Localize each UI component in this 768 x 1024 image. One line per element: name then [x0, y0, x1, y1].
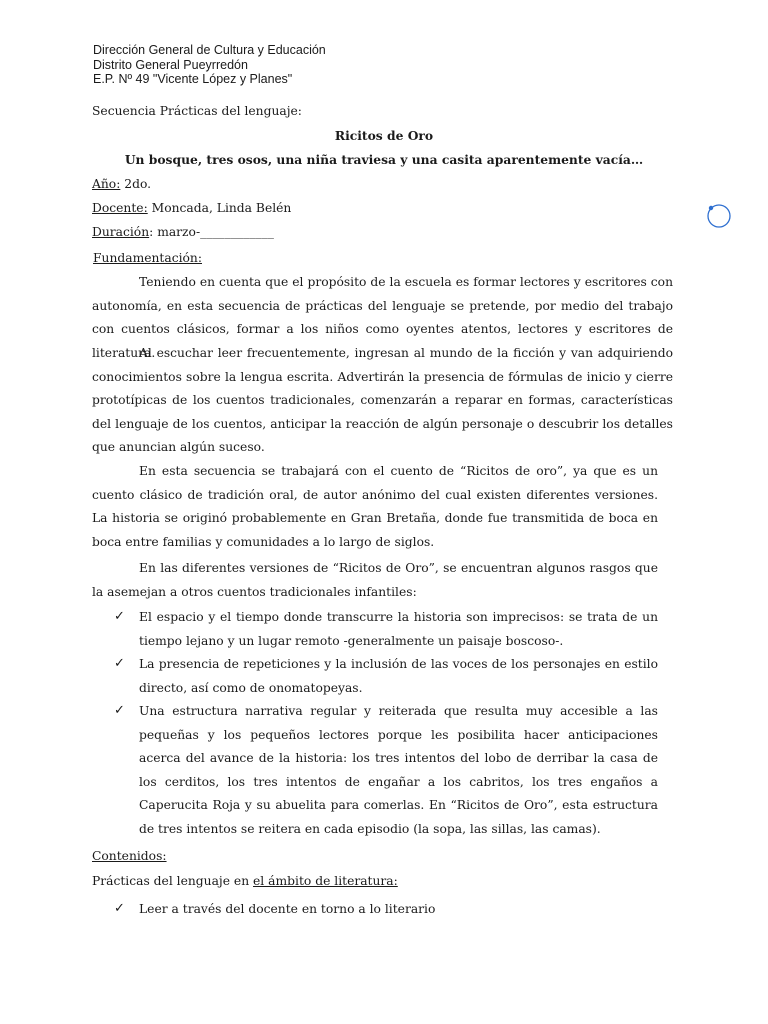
contenido-bullet-item: Leer a través del docente en torno a lo literario — [139, 902, 436, 916]
sequence-label: Secuencia Prácticas del lenguaje: — [92, 104, 302, 118]
document-title: Ricitos de Oro — [334, 128, 434, 143]
year-line — [92, 177, 151, 191]
bullet-item-3: Una estructura narrativa regular y reiterada que resulta muy accesible a las pequeñas y los pequeños lectores porque les posibilita hacer anticipaciones acerca del avance de la historia: los tres intentos del lobo de derribar la casa de los cerditos, los tres intentos de engañar a los cabritos, los tres engaños a Caperucita Roja y su abuelita para comerlas. En “Ricitos de Oro”, esta estructura de tres intentos se reitera en cada episodio (la sopa, las sillas, las camas). — [139, 704, 658, 836]
practicas-line — [92, 874, 398, 888]
paragraph-2: Al escuchar leer frecuentemente, ingresan al mundo de la ficción y van adquiriendo conocimientos sobre la lengua escrita. Advertirán la presencia de fórmulas de inicio y cierre prototípicas de los cuentos tradicionales, comenzarán a reparar en formas, características del lenguaje de los cuentos, anticipar la reacción de algún personaje o descubrir los detalles que anuncian algún suceso. — [92, 346, 673, 454]
bullet-item-2: La presencia de repeticiones y la inclusión de las voces de los personajes en estilo directo, así como de onomatopeyas. — [139, 657, 658, 695]
fundamentacion-heading: Fundamentación: — [93, 251, 202, 265]
check-icon: ✓ — [114, 901, 125, 916]
paragraph-3: En esta secuencia se trabajará con el cuento de “Ricitos de oro”, ya que es un cuento clásico de tradición oral, de autor anónimo del cual existen diferentes versiones. La historia se originó probablemente en Gran Bretaña, donde fue transmitida de boca en boca entre familias y comunidades a lo largo de siglos. — [92, 464, 658, 549]
bullet-item-1: El espacio y el tiempo donde transcurre la historia son imprecisos: se trata de un tiempo lejano y un lugar remoto -generalmente un paisaje boscoso-. — [139, 610, 658, 648]
contenidos-heading: Contenidos: — [92, 849, 167, 863]
paragraph-1: Teniendo en cuenta que el propósito de la escuela es formar lectores y escritores con autonomía, en esta secuencia de prácticas del lenguaje se pretende, por medio del trabajo con cuentos clásicos, formar a los niños como oyentes atentos, lectores y escritores de literatura. — [92, 275, 673, 360]
practicas-prefix: Prácticas del lenguaje en — [92, 874, 254, 888]
teacher-value: Moncada, Linda Belén — [147, 201, 292, 215]
year-value: 2do. — [120, 177, 152, 191]
institution-header — [93, 43, 326, 87]
check-icon: ✓ — [114, 656, 125, 671]
duration-value: : marzo-____________ — [149, 225, 274, 239]
check-icon: ✓ — [114, 703, 125, 718]
circle-marker-icon — [707, 204, 731, 228]
paragraph-4: En las diferentes versiones de “Ricitos de Oro”, se encuentran algunos rasgos que la asemejan a otros cuentos tradicionales infantiles: — [92, 561, 658, 599]
check-icon: ✓ — [114, 609, 125, 624]
year-label: Año: — [92, 177, 121, 191]
practicas-underlined: el ámbito de literatura: — [253, 874, 398, 888]
teacher-line — [92, 201, 291, 215]
header-line-1: Dirección General de Cultura y Educación — [93, 43, 326, 57]
header-line-3: E.P. Nº 49 "Vicente López y Planes" — [93, 72, 293, 86]
duration-line — [92, 225, 274, 239]
header-line-2: Distrito General Pueyrredón — [93, 57, 248, 72]
document-subtitle: Un bosque, tres osos, una niña traviesa y una casita aparentemente vacía… — [124, 152, 644, 167]
teacher-label: Docente: — [92, 201, 148, 215]
duration-label: Duración — [92, 225, 150, 239]
